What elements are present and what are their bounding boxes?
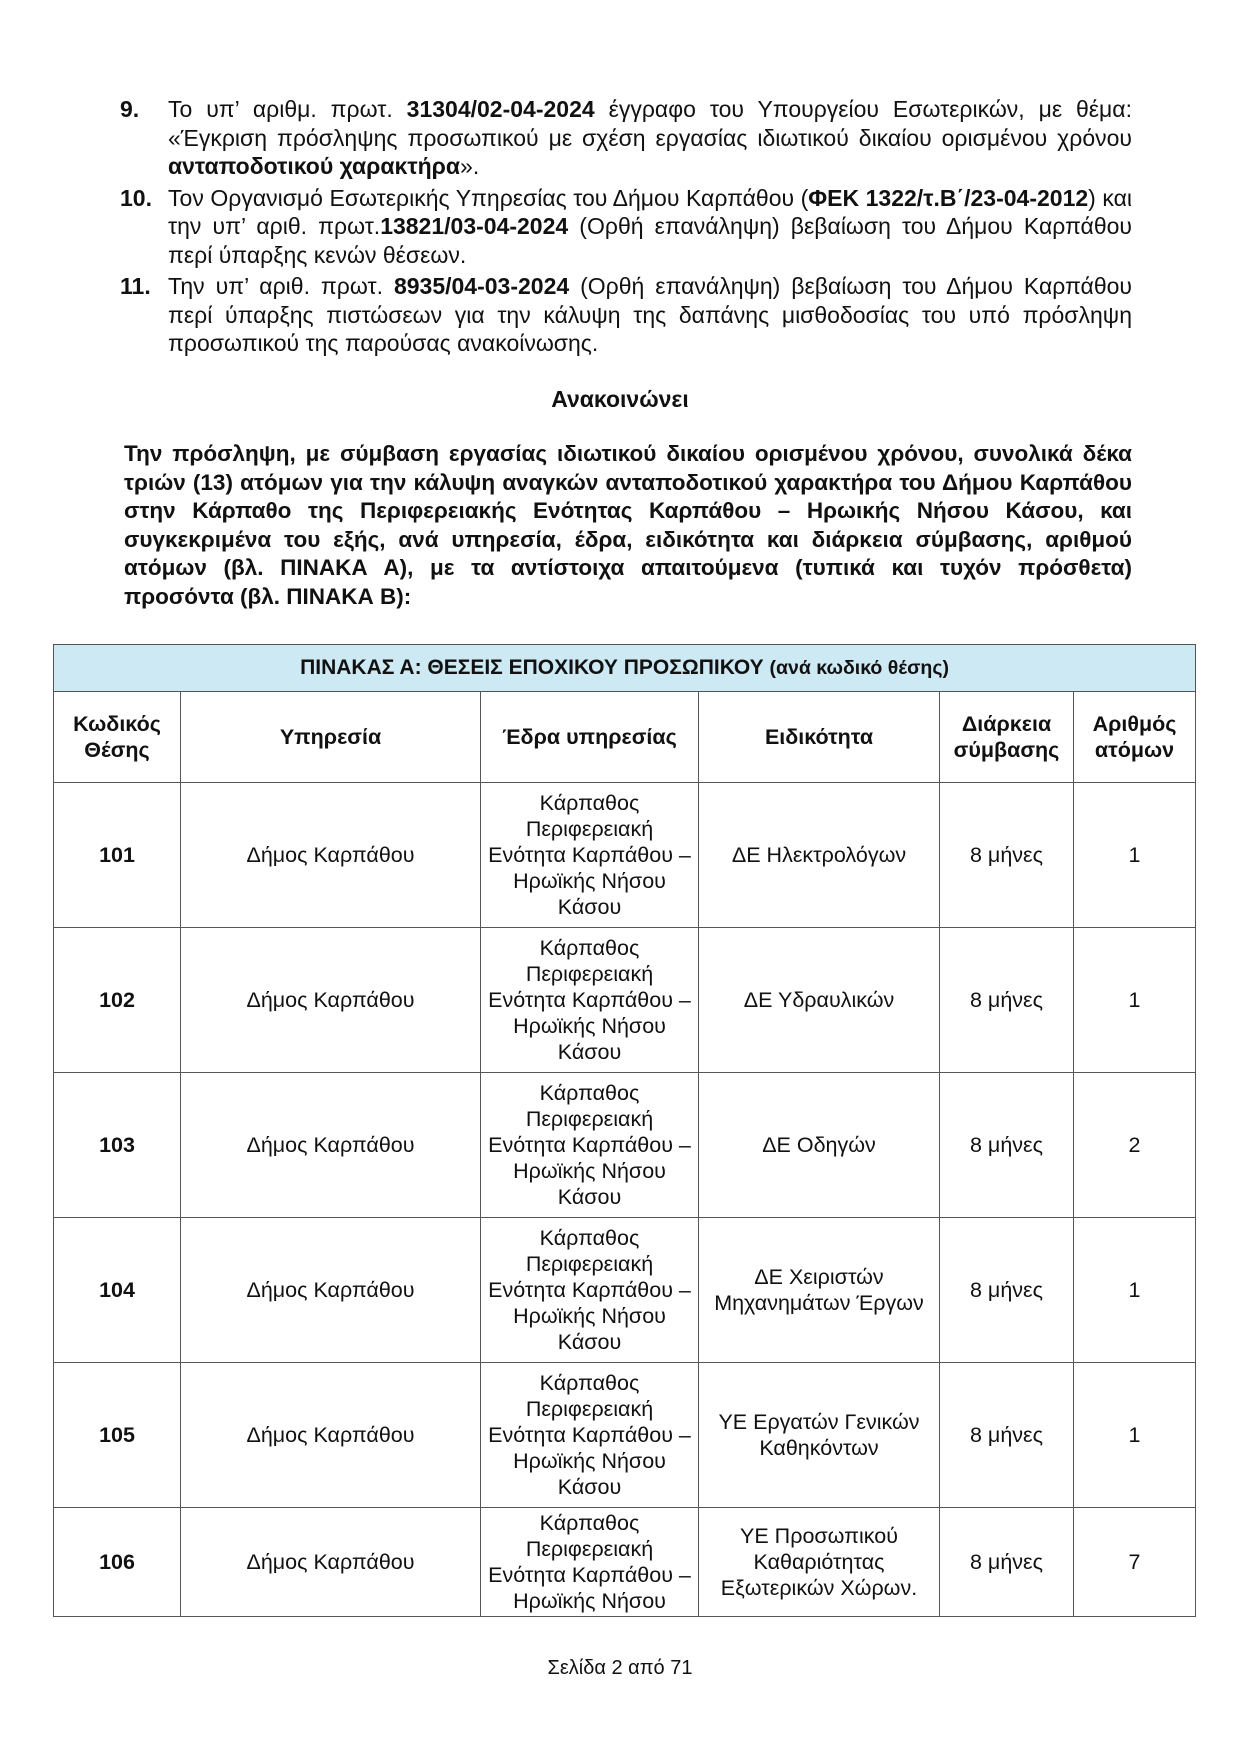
cell-service: Δήμος Καρπάθου xyxy=(181,1073,481,1218)
table-row xyxy=(54,1508,1196,1617)
list-item-text: 8935/04-03-2024 xyxy=(393,273,570,299)
header-service: Υπηρεσία xyxy=(181,692,481,783)
cell-code: 105 xyxy=(54,1363,181,1508)
list-item-text: ) και την υπ’ αριθ. πρωτ. xyxy=(168,184,1132,239)
header-count: Αριθμός ατόμων xyxy=(1074,692,1196,783)
list-item-number: 9. xyxy=(120,96,140,122)
cell-specialty: ΔΕ Χειριστών Μηχανημάτων Έργων xyxy=(699,1218,940,1363)
cell-seat: Κάρπαθος Περιφερειακή Ενότητα Καρπάθου – Ηρωϊκής Νήσου xyxy=(481,1508,699,1617)
cell-code: 102 xyxy=(54,928,181,1073)
table-header-row xyxy=(54,692,1196,783)
cell-code: 101 xyxy=(54,783,181,928)
list-item-text: (Ορθή επανάληψη) βεβαίωση του Δήμου Καρπάθου περί ύπαρξης πιστώσεων για την κάλυψη της δαπάνης μισθοδοσίας του υπό πρόσληψη προσωπικού της παρούσας ανακοίνωσης. xyxy=(168,273,1133,356)
intro-paragraph: Την πρόσληψη, με σύμβαση εργασίας ιδιωτικού δικαίου ορισμένου χρόνου, συνολικά δέκα τριών (13) ατόμων για την κάλυψη αναγκών ανταποδοτικού χαρακτήρα του Δήμου Καρπάθου στην Κάρπαθο της Περιφερειακής Ενότητας Καρπάθου – Ηρωικής Νήσου Κάσου, και συγκεκριμένα του εξής, ανά υπηρεσία, έδρα, ειδικότητα και διάρκεια σύμβασης, αριθμού ατόμων (βλ. ΠΙΝΑΚΑ Α), με τα αντίστοιχα απαιτούμενα (τυπικά και τυχόν πρόσθετα) προσόντα (βλ. ΠΙΝΑΚΑ Β): xyxy=(124,441,1132,609)
cell-duration: 8 μήνες xyxy=(940,783,1074,928)
cell-seat: Κάρπαθος Περιφερειακή Ενότητα Καρπάθου – Ηρωϊκής Νήσου Κάσου xyxy=(481,928,699,1073)
cell-specialty: ΥΕ Προσωπικού Καθαριότητας Εξωτερικών Χώρων. xyxy=(699,1508,940,1617)
cell-specialty: ΔΕ Ηλεκτρολόγων xyxy=(699,783,940,928)
table-caption-sub: (ανά κωδικό θέσης) xyxy=(769,657,949,679)
list-item-text: 13821/03-04-2024 xyxy=(380,213,569,239)
cell-seat: Κάρπαθος Περιφερειακή Ενότητα Καρπάθου – Ηρωϊκής Νήσου Κάσου xyxy=(481,1073,699,1218)
cell-service: Δήμος Καρπάθου xyxy=(181,1508,481,1617)
list-item-text: ». xyxy=(460,153,480,179)
cell-specialty: ΥΕ Εργατών Γενικών Καθηκόντων xyxy=(699,1363,940,1508)
table-row xyxy=(54,1363,1196,1508)
cell-count: 1 xyxy=(1074,783,1196,928)
cell-seat: Κάρπαθος Περιφερειακή Ενότητα Καρπάθου – Ηρωϊκής Νήσου Κάσου xyxy=(481,1218,699,1363)
list-item-text: 31304/02-04-2024 xyxy=(406,96,595,122)
list-item-text: έγγραφο του Υπουργείου Εσωτερικών, με θέμα: «Έγκριση πρόσληψης προσωπικού με σχέση εργασίας ιδιωτικού δικαίου ορισμένου χρόνου xyxy=(168,96,1132,151)
header-duration: Διάρκεια σύμβασης xyxy=(940,692,1074,783)
table-caption-title: ΠΙΝΑΚΑΣ Α: ΘΕΣΕΙΣ ΕΠΟΧΙΚΟΥ ΠΡΟΣΩΠΙΚΟΥ xyxy=(300,656,764,679)
cell-service: Δήμος Καρπάθου xyxy=(181,783,481,928)
cell-count: 1 xyxy=(1074,1218,1196,1363)
cell-count: 7 xyxy=(1074,1508,1196,1617)
cell-specialty: ΔΕ Υδραυλικών xyxy=(699,928,940,1073)
table-row xyxy=(54,783,1196,928)
list-item xyxy=(120,184,1132,270)
section-heading: Ανακοινώνει xyxy=(551,386,689,412)
cell-count: 1 xyxy=(1074,1363,1196,1508)
list-item xyxy=(120,272,1132,358)
header-specialty: Ειδικότητα xyxy=(699,692,940,783)
reference-list xyxy=(120,95,1132,361)
table-caption xyxy=(54,645,1196,692)
table-row xyxy=(54,928,1196,1073)
cell-code: 106 xyxy=(54,1508,181,1617)
cell-duration: 8 μήνες xyxy=(940,1363,1074,1508)
table-row xyxy=(54,1073,1196,1218)
cell-service: Δήμος Καρπάθου xyxy=(181,928,481,1073)
list-item-text: (Ορθή επανάληψη) βεβαίωση του Δήμου Καρπάθου περί ύπαρξης κενών θέσεων. xyxy=(168,213,1132,268)
cell-seat: Κάρπαθος Περιφερειακή Ενότητα Καρπάθου – Ηρωϊκής Νήσου Κάσου xyxy=(481,783,699,928)
cell-service: Δήμος Καρπάθου xyxy=(181,1218,481,1363)
cell-count: 2 xyxy=(1074,1073,1196,1218)
cell-specialty: ΔΕ Οδηγών xyxy=(699,1073,940,1218)
list-item-text: Την υπ’ αριθ. πρωτ. xyxy=(168,273,394,299)
list-item-number: 10. xyxy=(120,184,152,211)
list-item-text: ΦΕΚ 1322/τ.Β΄/23-04-2012 xyxy=(808,184,1089,211)
cell-duration: 8 μήνες xyxy=(940,928,1074,1073)
list-item xyxy=(120,95,1132,181)
cell-duration: 8 μήνες xyxy=(940,1218,1074,1363)
header-code: Κωδικός Θέσης xyxy=(54,692,181,783)
list-item-text: Το υπ’ αριθμ. πρωτ. xyxy=(168,96,407,122)
cell-service: Δήμος Καρπάθου xyxy=(181,1363,481,1508)
header-seat: Έδρα υπηρεσίας xyxy=(481,692,699,783)
page-number: Σελίδα 2 από 71 xyxy=(547,1657,693,1679)
cell-duration: 8 μήνες xyxy=(940,1508,1074,1617)
cell-code: 104 xyxy=(54,1218,181,1363)
cell-duration: 8 μήνες xyxy=(940,1073,1074,1218)
list-item-number: 11. xyxy=(120,273,151,299)
cell-code: 103 xyxy=(54,1073,181,1218)
cell-seat: Κάρπαθος Περιφερειακή Ενότητα Καρπάθου – Ηρωϊκής Νήσου Κάσου xyxy=(481,1363,699,1508)
list-item-text: Τον Οργανισμό Εσωτερικής Υπηρεσίας του Δήμου Καρπάθου ( xyxy=(168,184,809,211)
list-item-text: ανταποδοτικού χαρακτήρα xyxy=(168,153,461,179)
cell-count: 1 xyxy=(1074,928,1196,1073)
positions-table xyxy=(53,644,1196,1617)
table-row xyxy=(54,1218,1196,1363)
